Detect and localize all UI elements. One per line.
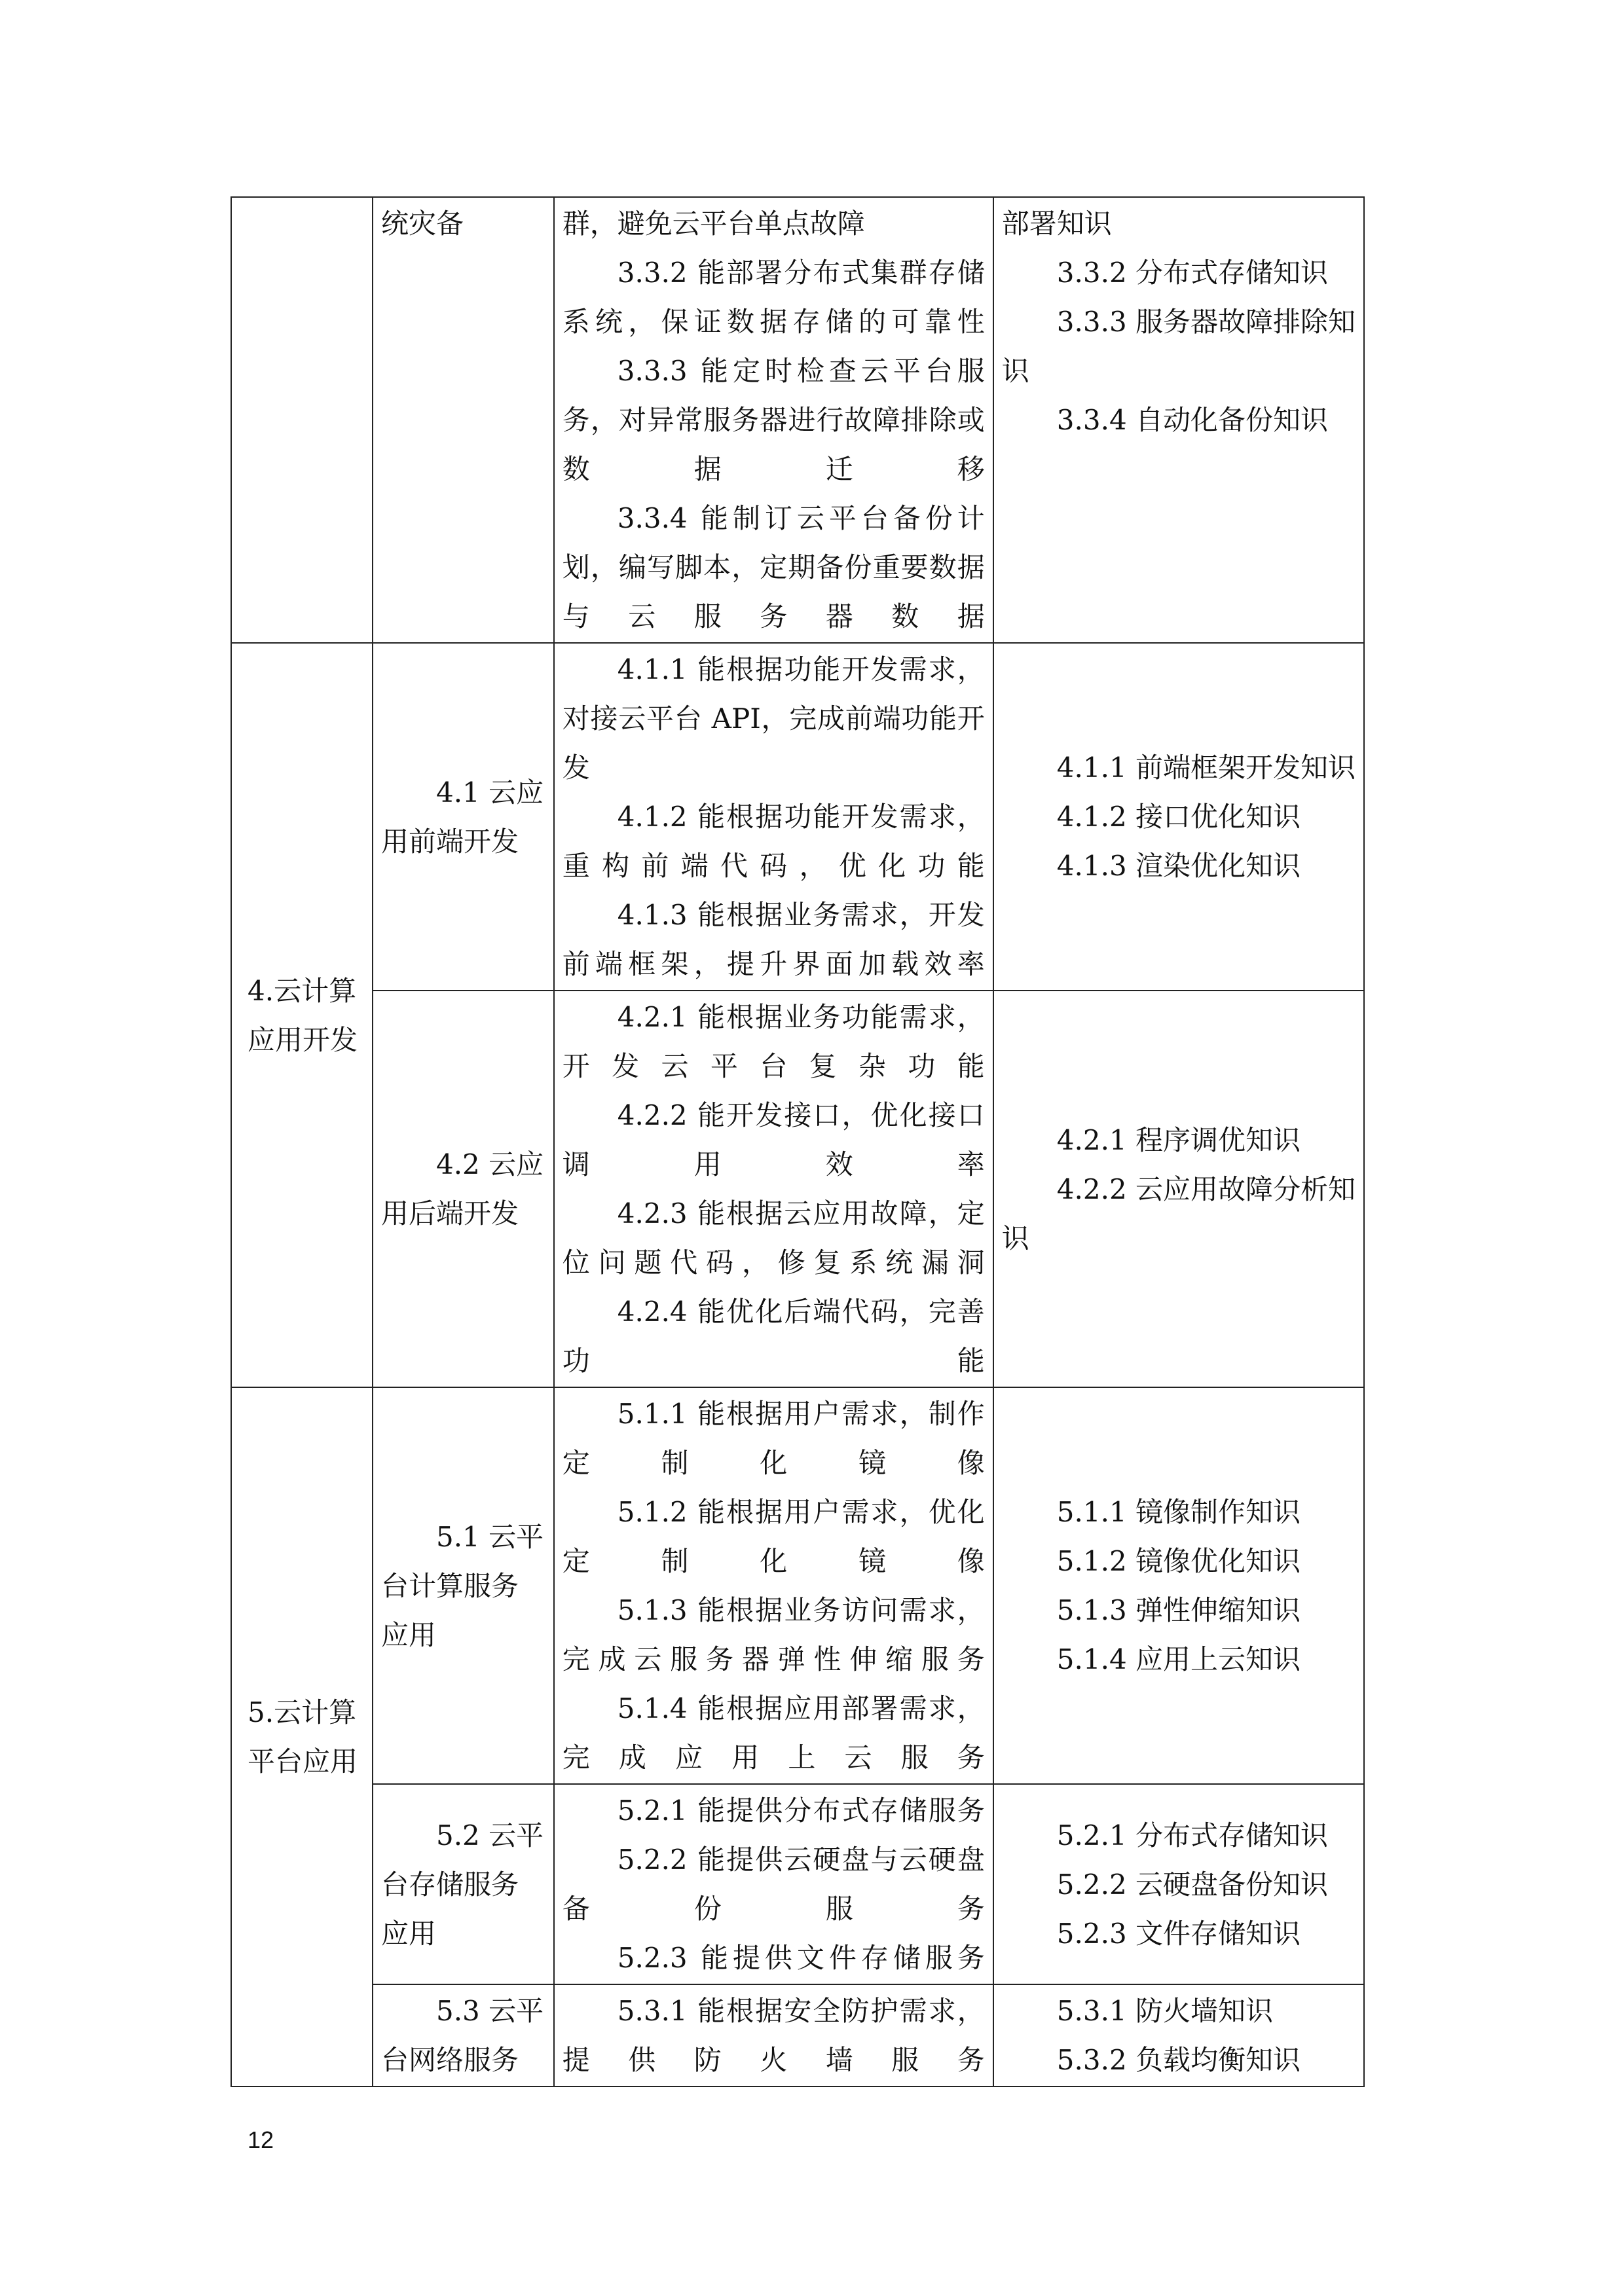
unit-label: 5.2 云平台存储服务应用: [380, 1819, 544, 1950]
skills-cell: [554, 1387, 993, 1784]
knowledge-item: 4.2.1 程序调优知识: [1056, 1123, 1301, 1156]
skill-item: 5.2.3 能提供文件存储服务: [617, 1942, 985, 1974]
knowledge-item: 5.3.1 防火墙知识: [1056, 1995, 1274, 2027]
knowledge-item: 3.3.2 分布式存储知识: [1056, 257, 1329, 289]
knowledge-item: 5.2.1 分布式存储知识: [1056, 1819, 1329, 1851]
table-row: [231, 991, 1364, 1387]
knowledge-cell: [993, 991, 1364, 1387]
skill-item: 群，避免云平台单点故障: [562, 208, 865, 240]
unit-label: 统灾备: [380, 208, 464, 240]
table-row: [231, 1984, 1364, 2086]
module-label: 4.云计算应用开发: [248, 974, 358, 1056]
skill-item: 4.1.1 能根据功能开发需求，对接云平台 API，完成前端功能开发: [562, 653, 985, 784]
module-cell: [231, 197, 373, 643]
knowledge-cell: [993, 1387, 1364, 1784]
unit-label: 5.1 云平台计算服务应用: [380, 1520, 544, 1651]
skill-item: 5.2.1 能提供分布式存储服务: [617, 1795, 985, 1827]
skills-cell: [554, 643, 993, 991]
skill-item: 4.2.3 能根据云应用故障，定位问题代码，修复系统漏洞: [562, 1197, 985, 1279]
skill-item: 5.1.1 能根据用户需求，制作定制化镜像: [562, 1398, 985, 1479]
table-row: [231, 643, 1364, 991]
unit-label: 4.1 云应用前端开发: [380, 776, 544, 858]
knowledge-item: 3.3.3 服务器故障排除知识: [1001, 306, 1356, 387]
knowledge-item: 部署知识: [1001, 208, 1112, 240]
knowledge-item: 5.1.1 镜像制作知识: [1056, 1496, 1301, 1528]
table-row: [231, 1387, 1364, 1784]
skills-cell: [554, 1784, 993, 1984]
skill-item: 3.3.3 能定时检查云平台服务，对异常服务器进行故障排除或数据迁移: [562, 355, 985, 485]
skill-item: 4.2.4 能优化后端代码，完善功能: [562, 1296, 985, 1377]
unit-cell: [373, 1984, 554, 2086]
skill-item: 5.1.4 能根据应用部署需求，完成应用上云服务: [562, 1692, 985, 1774]
module-label: 5.云计算平台应用: [248, 1696, 358, 1777]
module-cell: [231, 643, 373, 1387]
skills-cell: [554, 1984, 993, 2086]
knowledge-item: 5.1.4 应用上云知识: [1056, 1643, 1301, 1675]
knowledge-cell: [993, 1984, 1364, 2086]
skill-item: 4.2.1 能根据业务功能需求，开发云平台复杂功能: [562, 1001, 985, 1082]
knowledge-item: 5.2.2 云硬盘备份知识: [1056, 1868, 1329, 1901]
knowledge-cell: [993, 1784, 1364, 1984]
knowledge-cell: [993, 643, 1364, 991]
module-cell: [231, 1387, 373, 2086]
unit-cell: [373, 197, 554, 643]
page-number: 12: [248, 2126, 274, 2153]
unit-cell: [373, 991, 554, 1387]
skill-item: 5.1.3 能根据业务访问需求，完成云服务器弹性伸缩服务: [562, 1594, 985, 1675]
knowledge-cell: [993, 197, 1364, 643]
knowledge-item: 4.1.2 接口优化知识: [1056, 801, 1301, 833]
unit-cell: [373, 1387, 554, 1784]
skills-cell: [554, 991, 993, 1387]
skill-item: 4.1.2 能根据功能开发需求，重构前端代码，优化功能: [562, 801, 985, 882]
unit-label: 5.3 云平台网络服务: [380, 1995, 544, 2076]
knowledge-item: 4.1.1 前端框架开发知识: [1056, 752, 1356, 784]
skill-item: 5.2.2 能提供云硬盘与云硬盘备份服务: [562, 1844, 985, 1925]
unit-label: 4.2 云应用后端开发: [380, 1148, 544, 1230]
skill-item: 4.2.2 能开发接口，优化接口调用效率: [562, 1099, 985, 1180]
knowledge-item: 4.1.3 渲染优化知识: [1056, 850, 1301, 882]
knowledge-item: 5.1.3 弹性伸缩知识: [1056, 1594, 1301, 1626]
knowledge-item: 5.3.2 负载均衡知识: [1056, 2044, 1301, 2076]
table-row: [231, 1784, 1364, 1984]
table-row: [231, 197, 1364, 643]
unit-cell: [373, 643, 554, 991]
skill-item: 3.3.2 能部署分布式集群存储系统，保证数据存储的可靠性: [562, 257, 985, 338]
knowledge-item: 4.2.2 云应用故障分析知识: [1001, 1173, 1356, 1254]
skill-item: 3.3.4 能制订云平台备份计划，编写脚本，定期备份重要数据与云服务器数据: [562, 502, 985, 632]
skill-item: 5.3.1 能根据安全防护需求，提供防火墙服务: [562, 1995, 985, 2076]
knowledge-item: 5.1.2 镜像优化知识: [1056, 1545, 1301, 1577]
knowledge-item: 5.2.3 文件存储知识: [1056, 1917, 1301, 1950]
knowledge-item: 3.3.4 自动化备份知识: [1056, 404, 1329, 436]
standards-table: [231, 196, 1365, 2087]
unit-cell: [373, 1784, 554, 1984]
skill-item: 4.1.3 能根据业务需求，开发前端框架，提升界面加载效率: [562, 899, 985, 980]
skill-item: 5.1.2 能根据用户需求，优化定制化镜像: [562, 1496, 985, 1577]
skills-cell: [554, 197, 993, 643]
